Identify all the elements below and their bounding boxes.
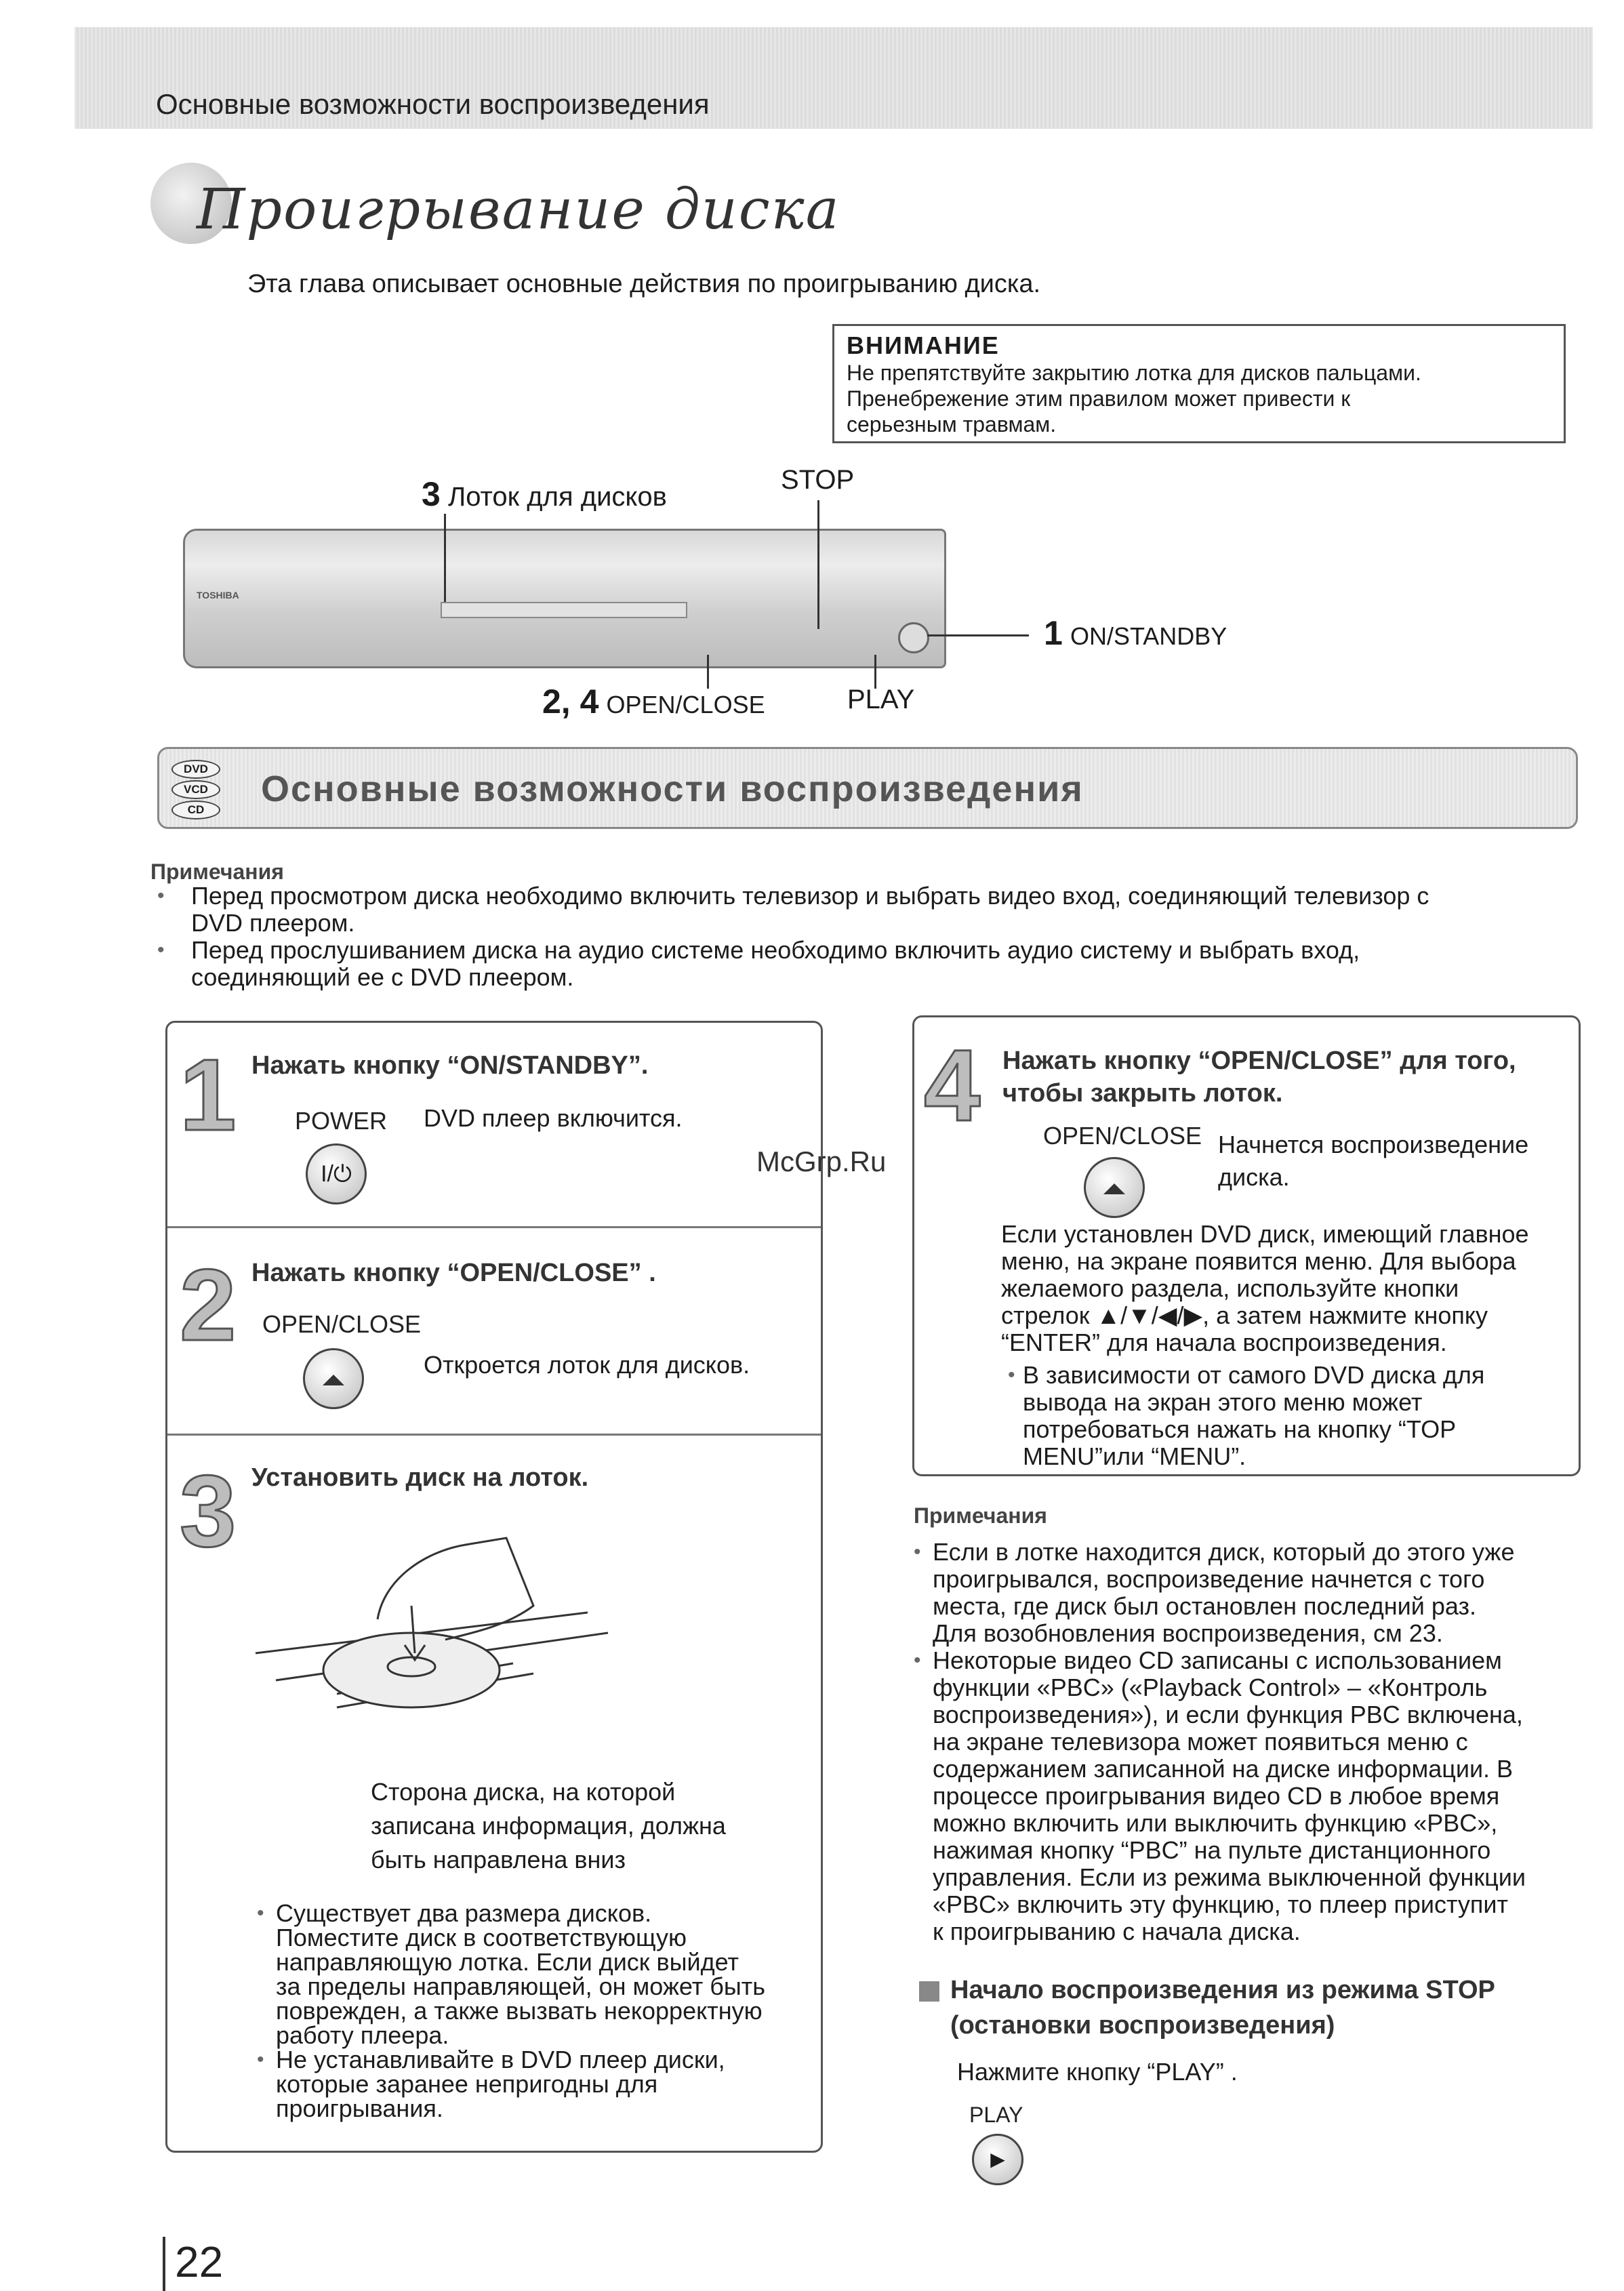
step3-bullets: [257, 1899, 805, 2122]
section-heading: Основные возможности воспроизведения: [156, 88, 710, 120]
divider: [167, 1434, 821, 1436]
badge-cd: CD: [171, 800, 220, 819]
note-line: Если в лотке находится диск, который до этого уже: [933, 1538, 1515, 1566]
page-number-bar: [163, 2237, 165, 2291]
heading-line: (остановки воспроизведения): [950, 2011, 1335, 2040]
bullet-dot-icon: •: [157, 885, 165, 907]
leader-line: [874, 655, 876, 689]
callout-text: ON/STANDBY: [1070, 622, 1227, 650]
step-text: DVD плеер включится.: [424, 1104, 683, 1132]
button-label: OPEN/CLOSE: [1043, 1122, 1202, 1150]
warning-line: Не препятствуйте закрытию лотка для дисков пальцами.: [847, 361, 1421, 385]
bullet-dot-icon: •: [914, 1541, 921, 1563]
bullet-line: направляющую лотка. Если диск выйдет: [276, 1948, 739, 1976]
note-line: Перед просмотром диска необходимо включить телевизор и выбрать видео вход, соединяющий телевизор с: [191, 882, 1429, 910]
button-label: OPEN/CLOSE: [262, 1310, 422, 1338]
warning-box: [832, 324, 1566, 443]
brand-label: TOSHIBA: [197, 590, 239, 601]
step-number: 1: [180, 1038, 237, 1152]
step-number: 2: [180, 1248, 237, 1362]
note-line: содержанием записанной на диске информации. В: [933, 1755, 1514, 1783]
bullet-line: проигрывания.: [276, 2094, 443, 2122]
leader-line: [444, 514, 446, 602]
play-button[interactable]: ▶: [972, 2134, 1023, 2185]
sub-line: MENU”или “MENU”.: [1023, 1442, 1246, 1470]
eject-icon: [323, 1375, 344, 1385]
disc-tray-slot: [441, 602, 687, 618]
banner-title: Основные возможности воспроизведения: [261, 769, 1084, 809]
note-line: соединяющий ее с DVD плеером.: [191, 963, 574, 991]
note-line: Некоторые видео CD записаны с использованием: [933, 1646, 1502, 1674]
resume-text: Нажмите кнопку “PLAY” .: [957, 2058, 1238, 2086]
power-button[interactable]: I/⏻: [306, 1143, 367, 1204]
note-line: можно включить или выключить функцию «PBC»,: [933, 1809, 1498, 1837]
note-line: воспроизведения»), и если функция PBC включена,: [933, 1701, 1523, 1728]
button-label: PLAY: [969, 2103, 1023, 2127]
note-item: [914, 1646, 1590, 1945]
step-number: 4: [924, 1028, 981, 1142]
note-item: [157, 936, 1581, 991]
sub-line: В зависимости от самого DVD диска для: [1023, 1361, 1485, 1389]
bullet-line: Существует два размера дисков.: [276, 1899, 652, 1927]
step4-subnote: [1008, 1361, 1565, 1470]
step-title: Установить диск на лоток.: [251, 1463, 589, 1492]
bullet-line: Не устанавливайте в DVD плеер диски,: [276, 2046, 725, 2073]
warning-line: серьезным травмам.: [847, 412, 1057, 437]
note-line: Перед прослушиванием диска на аудио системе необходимо включить аудио систему и выбрать вход,: [191, 936, 1360, 964]
disc-type-badges: [171, 758, 232, 821]
open-close-button[interactable]: [303, 1348, 364, 1409]
step-text: Откроется лоток для дисков.: [424, 1351, 750, 1379]
step4-paragraph: [1001, 1221, 1570, 1356]
title-line: чтобы закрыть лоток.: [1002, 1079, 1283, 1108]
callout-num: 1: [1044, 614, 1063, 652]
leader-line: [927, 634, 1029, 636]
note-line: функции «PBC» («Playback Control» – «Контроль: [933, 1674, 1488, 1701]
eject-icon: [1103, 1183, 1125, 1194]
para-line: Если установлен DVD диск, имеющий главное: [1001, 1220, 1529, 1248]
step-text: [1218, 1129, 1528, 1194]
badge-dvd: DVD: [171, 760, 220, 779]
note-line: места, где диск был остановлен последний раз.: [933, 1592, 1477, 1620]
callout-text: Лоток для дисков: [447, 482, 667, 512]
callout-num: 2, 4: [542, 683, 599, 721]
divider: [167, 1226, 821, 1228]
bullet-item: [257, 2046, 805, 2122]
section-banner: [157, 747, 1578, 829]
note-line: нажимая кнопку “PBC” на пульте дистанционного: [933, 1836, 1491, 1864]
callout-num: 3: [422, 475, 441, 513]
disc-loading-illustration: [249, 1524, 628, 1721]
heading-line: Начало воспроизведения из режима STOP: [950, 1976, 1495, 2004]
note-line: «PBC» включить эту функцию, то плеер приступит: [933, 1890, 1509, 1918]
open-close-button[interactable]: [1084, 1157, 1145, 1218]
caption-line: быть направлена вниз: [371, 1846, 626, 1873]
bullet-dot-icon: •: [257, 1902, 264, 1924]
note-line: Для возобновления воспроизведения, см 23.: [933, 1619, 1443, 1647]
notes-heading: Примечания: [914, 1503, 1047, 1528]
disc-side-caption: [371, 1775, 805, 1877]
bullet-item: [257, 1899, 805, 2049]
resume-heading: [919, 1972, 1495, 2043]
notes-right-list: [914, 1538, 1590, 1945]
bullet-line: которые заранее непригодны для: [276, 2070, 658, 2098]
notes-heading: Примечания: [150, 859, 284, 884]
callout-text: OPEN/CLOSE: [606, 691, 765, 718]
dvd-player-illustration: [183, 529, 946, 668]
note-line: DVD плеером.: [191, 909, 355, 937]
para-line: стрелок ▲/▼/◀/▶, а затем нажмите кнопку: [1001, 1301, 1488, 1329]
para-line: “ENTER” для начала воспроизведения.: [1001, 1329, 1447, 1356]
caption-line: записана информация, должна: [371, 1812, 726, 1840]
bullet-line: работу плеера.: [276, 2021, 449, 2049]
bullet-dot-icon: •: [1008, 1364, 1015, 1386]
bullet-dot-icon: •: [914, 1649, 921, 1671]
step-title: [1002, 1045, 1516, 1110]
para-line: меню, на экране появится меню. Для выбора: [1001, 1247, 1516, 1275]
para-line: желаемого раздела, используйте кнопки: [1001, 1274, 1459, 1302]
note-line: на экране телевизора может появиться меню с: [933, 1728, 1468, 1756]
callout-open: [542, 682, 765, 721]
bullet-dot-icon: •: [257, 2048, 264, 2071]
warning-line: Пренебрежение этим правилом может привести к: [847, 386, 1351, 411]
leader-line: [817, 500, 819, 629]
warning-title: ВНИМАНИЕ: [847, 331, 1000, 359]
note-line: управления. Если из режима выключенной функции: [933, 1863, 1526, 1891]
callout-power: [1044, 613, 1227, 653]
title-line: Нажать кнопку “OPEN/CLOSE” для того,: [1002, 1047, 1516, 1075]
notes-list: [157, 882, 1581, 991]
intro-text: Эта глава описывает основные действия по проигрыванию диска.: [247, 270, 1041, 298]
callout-stop: STOP: [781, 465, 855, 495]
step-number: 3: [180, 1454, 237, 1568]
bullet-line: Поместите диск в соответствующую: [276, 1924, 687, 1951]
bullet-line: поврежден, а также вызвать некорректную: [276, 1997, 763, 2025]
text-line: Начнется воспроизведение: [1218, 1131, 1529, 1158]
note-item: [157, 882, 1581, 937]
note-line: проигрывался, воспроизведение начнется с того: [933, 1565, 1485, 1593]
square-bullet-icon: [919, 1981, 939, 2002]
page-number: 22: [175, 2237, 224, 2286]
caption-line: Сторона диска, на которой: [371, 1778, 676, 1806]
steps-1-3-box: [165, 1021, 823, 2153]
sub-line: потребоваться нажать на кнопку “TOP: [1023, 1415, 1457, 1443]
callout-tray: [422, 474, 667, 514]
note-item: [914, 1538, 1590, 1647]
sub-line: вывода на экран этого меню может: [1023, 1388, 1423, 1416]
bullet-dot-icon: •: [157, 939, 165, 961]
power-knob: [898, 622, 929, 653]
text-line: диска.: [1218, 1163, 1290, 1191]
step-title: Нажать кнопку “ON/STANDBY”.: [251, 1051, 649, 1080]
watermark: McGrp.Ru: [756, 1146, 887, 1177]
note-line: процессе проигрывания видео CD в любое время: [933, 1782, 1500, 1810]
button-label: POWER: [295, 1107, 388, 1135]
step-title: Нажать кнопку “OPEN/CLOSE” .: [251, 1259, 656, 1287]
bullet-line: за пределы направляющей, он может быть: [276, 1972, 765, 2000]
callout-play: PLAY: [847, 685, 915, 714]
step-4-box: [912, 1015, 1581, 1476]
page-title: Проигрывание диска: [197, 178, 840, 242]
badge-vcd: VCD: [171, 780, 220, 799]
note-line: к проигрыванию с начала диска.: [933, 1918, 1301, 1945]
